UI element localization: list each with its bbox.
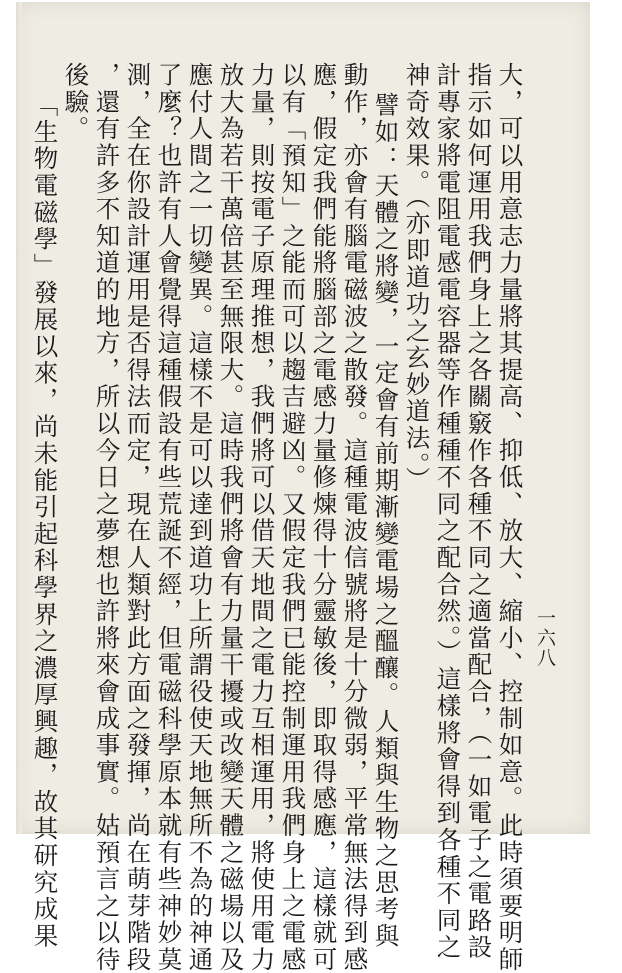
text-column-9: 力量，則按電子原理推想，我們將可以借天地間之電力互相運用，將使用電力 (247, 62, 277, 973)
text-column-16: 「生物電磁學」發展以來，尚未能引起科學界之濃厚興趣，故其研究成果 (30, 92, 60, 950)
text-column-4: 神奇效果。（亦即道功之玄妙道法。） (402, 62, 432, 494)
text-column-6: 動作，亦會有腦電磁波之散發。這種電波信號將是十分微弱，平常無法得到感 (340, 62, 370, 973)
text-column-5: 譬如：天體之將變，一定會有前期漸變電場之醞釀。人類與生物之思考與 (371, 92, 401, 950)
text-column-2: 指示如何運用我們身上之各關竅作各種不同之適當配合，（一如電子之電路設 (464, 62, 494, 961)
text-column-7: 應，假定我們能將腦部之電感力量修煉得十分靈敏後，即取得感應，這樣就可 (309, 62, 339, 973)
text-column-10: 放大為若干萬倍甚至無限大。這時我們將會有力量干擾或改變天體之磁場以及 (216, 62, 246, 973)
text-column-1: 大，可以用意志力量將其提高、抑低、放大、縮小、控制如意。此時須要明師 (495, 62, 525, 973)
text-column-3: 計專家將電阻電感電容器等作種種不同之配合然。）這樣將會得到各種不同之 (433, 62, 463, 961)
text-column-14: ，還有許多不知道的地方，所以今日之夢想也許將來會成事實。姑預言之以待 (92, 62, 122, 973)
text-column-11: 應付人間之一切變異。這樣不是可以達到道功上所謂役使天地無所不為的神通 (185, 62, 215, 973)
page-edge (16, 2, 22, 834)
text-column-15: 後驗。 (61, 62, 91, 143)
text-column-13: 測，全在你設計運用是否得法而定，現在人類對此方面之發揮，尚在萌芽階段 (123, 62, 153, 973)
page-number: 一六八 (534, 608, 556, 668)
text-column-12: 了麼？也許有人會覺得這種假設有些荒誕不經，但電磁科學原本就有些神妙莫 (154, 62, 184, 973)
text-column-8: 以有「預知」之能而可以趨吉避凶。又假定我們已能控制運用我們身上之電感 (278, 62, 308, 973)
